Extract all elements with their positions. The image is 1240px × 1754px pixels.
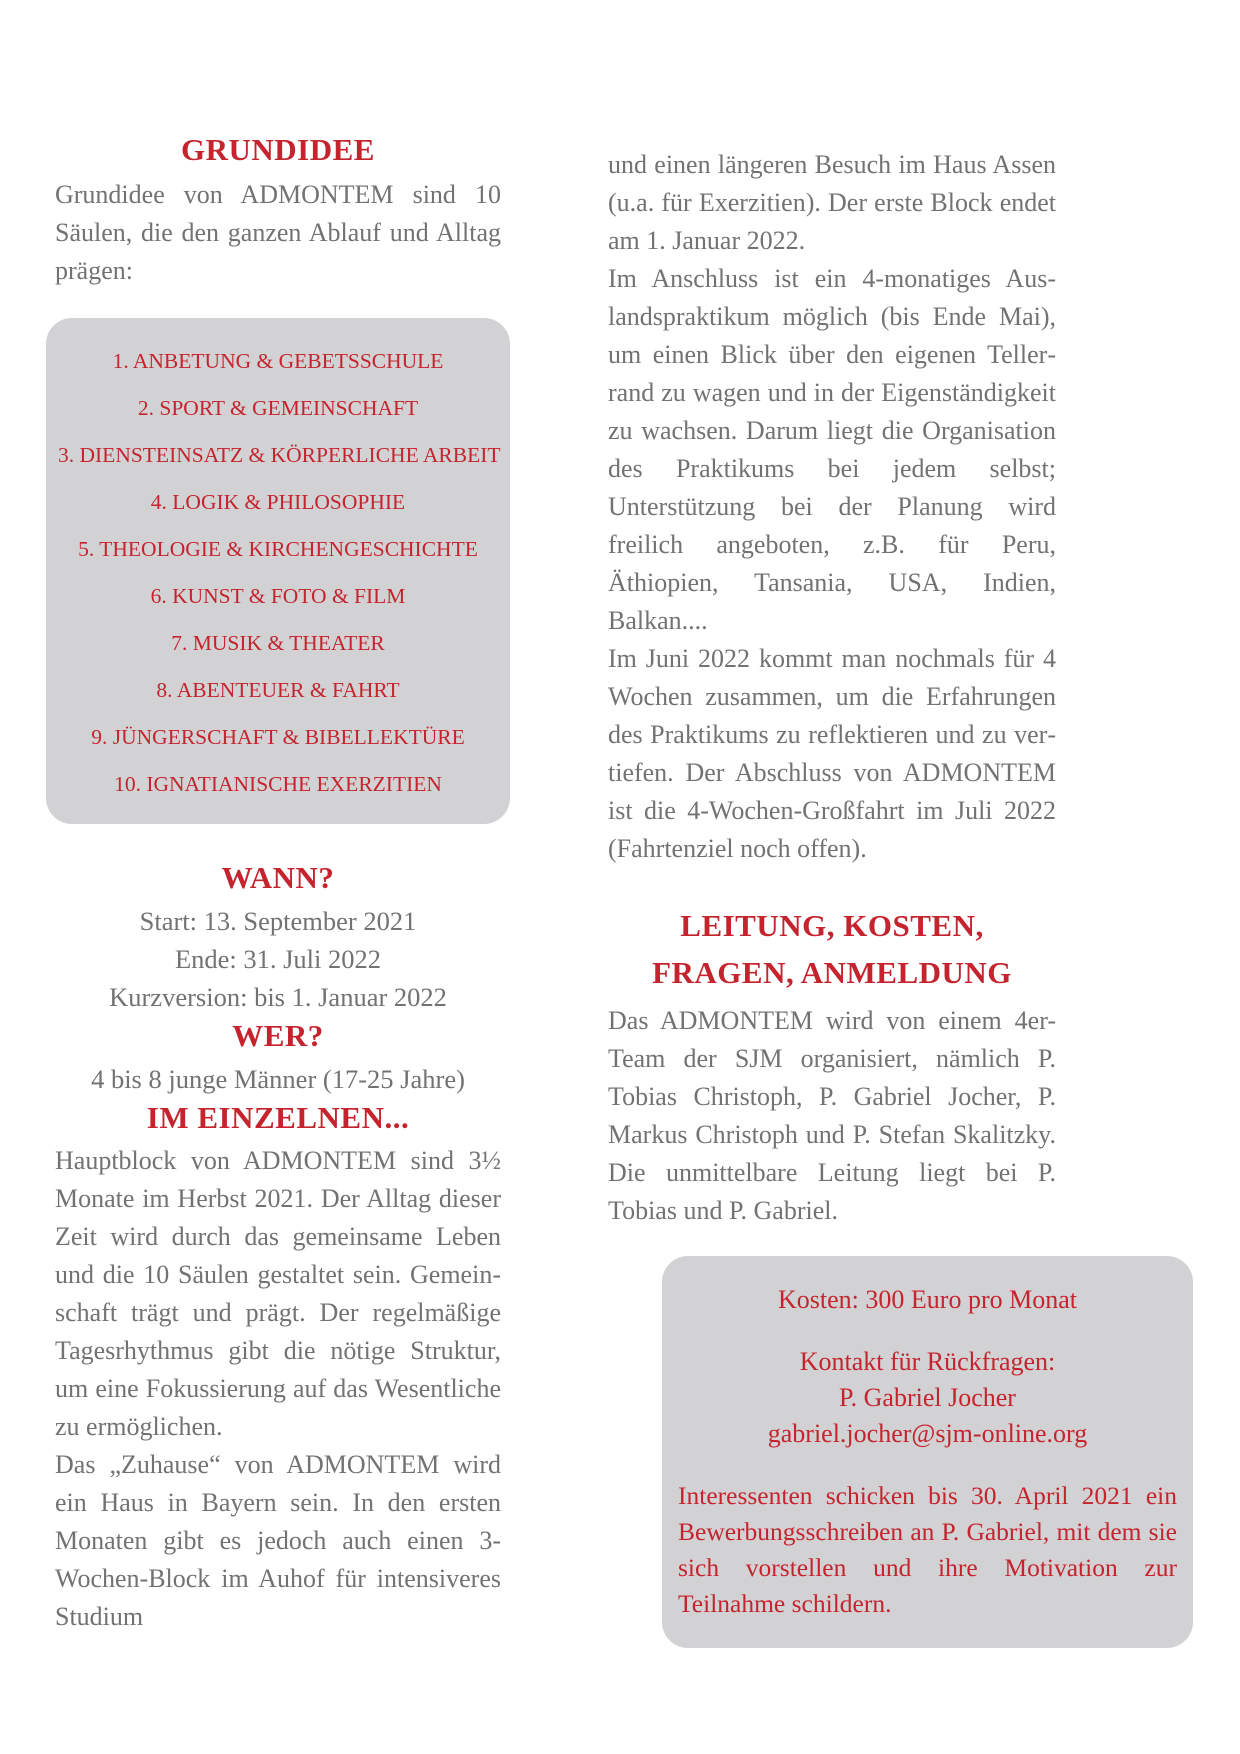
right-paragraph-1: und einen längeren Besuch im Haus Assen (u.a. für Exerzitien). Der erste Block endet am 1. Januar 2022.	[608, 150, 1056, 255]
leitung-title-line-1: LEITUNG, KOSTEN,	[680, 908, 984, 943]
pillar-item: 8. ABENTEUER & FAHRT	[156, 678, 400, 702]
kontakt-label-line: Kontakt für Rückfragen:	[799, 1347, 1056, 1376]
leitung-paragraph: Das ADMONTEM wird von einem 4er-Team der SJM organisiert, nämlich P. Tobias Christoph, P. Gabriel Jocher, P. Markus Christoph und P. Stefan Skalitzky. Die unmittelbare Leitung liegt bei P. Tobias und P. Gabriel.	[608, 1006, 1056, 1225]
section-title-wer: WER?	[232, 1018, 324, 1053]
grundidee-intro-paragraph: Grundidee von ADMONTEM sind 10 Säulen, die den ganzen Ablauf und Alltag prägen:	[55, 180, 501, 285]
right-paragraph-2: Im Anschluss ist ein 4-monatiges Auslandspraktikum möglich (bis Ende Mai), um einen Blick über den eigenen Tellerrand zu wagen und in der Eigenständigkeit zu wachsen. Darum liegt die Organisation des Praktikums bei jedem selbst; Unterstützung bei der Planung wird freilich angeboten, z.B. für Peru, Äthiopien, Tansania, USA, Indien, Balkan....	[608, 264, 1056, 635]
section-title-grundidee: GRUNDIDEE	[181, 132, 375, 167]
bewerbung-paragraph: Interessenten schicken bis 30. April 2021 ein Bewerbungsschreiben an P. Gabriel, mit dem sie sich vorstellen und ihre Motivation zur Teilnahme schildern.	[678, 1481, 1177, 1618]
wann-ende-line: Ende: 31. Juli 2022	[174, 944, 382, 974]
right-paragraph-3: Im Juni 2022 kommt man nochmals für 4 Wochen zusammen, um die Erfahrungen des Praktikums zu reflektieren und zu vertiefen. Der Abschluss von ADMONTEM ist die 4-Wochen-Großfahrt im Juli 2022 (Fahrtenziel noch offen).	[608, 644, 1056, 863]
pillar-item: 9. JÜNGERSCHAFT & BIBELLEKTÜRE	[91, 725, 465, 749]
leitung-title-line-2: FRAGEN, ANMELDUNG	[652, 955, 1012, 990]
pillar-item: 7. MUSIK & THEATER	[171, 631, 385, 655]
einzelnen-paragraph-2: Das „Zuhause“ von ADMONTEM wird ein Haus in Bayern sein. In den ersten Monaten gibt es jedoch auch einen 3-Wochen-Block im Auhof für intensiveres Studium	[55, 1450, 501, 1631]
wann-start-line: Start: 13. September 2021	[139, 906, 417, 936]
pillar-item: 3. DIENSTEINSATZ & KÖRPERLICHE ARBEIT	[58, 443, 501, 467]
wann-kurzversion-line: Kurzversion: bis 1. Januar 2022	[109, 982, 447, 1012]
wer-line: 4 bis 8 junge Männer (17-25 Jahre)	[91, 1064, 465, 1094]
right-column	[608, 130, 1177, 1648]
pillar-item: 2. SPORT & GEMEINSCHAFT	[137, 396, 419, 420]
kontakt-email: gabriel.jocher@sjm-online.org	[767, 1419, 1088, 1448]
pillar-item: 1. ANBETUNG & GEBETSSCHULE	[112, 349, 444, 373]
info-box	[662, 1256, 1193, 1648]
section-title-leitung	[608, 902, 1056, 996]
einzelnen-paragraph-1: Hauptblock von ADMONTEM sind 3½ Monate im Herbst 2021. Der Alltag dieser Zeit wird durch das gemeinsame Leben und die 10 Säulen gestaltet sein. Gemeinschaft trägt und prägt. Der regelmäßige Tagesrhythmus gibt die nötige Struktur, um eine Fokussierung auf das Wesentliche zu ermöglichen.	[55, 1146, 501, 1441]
kontakt-name-line: P. Gabriel Jocher	[839, 1383, 1016, 1412]
section-title-wann: WANN?	[221, 860, 335, 895]
pillar-item: 6. KUNST & FOTO & FILM	[150, 584, 406, 608]
kosten-line: Kosten: 300 Euro pro Monat	[778, 1285, 1077, 1314]
pillars-box	[46, 318, 510, 824]
left-column	[55, 130, 501, 1636]
pillar-item: 5. THEOLOGIE & KIRCHENGESCHICHTE	[78, 537, 478, 561]
pillar-item: 4. LOGIK & PHILOSOPHIE	[150, 490, 406, 514]
section-title-im-einzelnen: IM EINZELNEN...	[146, 1100, 410, 1135]
pillar-item: 10. IGNATIANISCHE EXERZITIEN	[114, 772, 442, 796]
